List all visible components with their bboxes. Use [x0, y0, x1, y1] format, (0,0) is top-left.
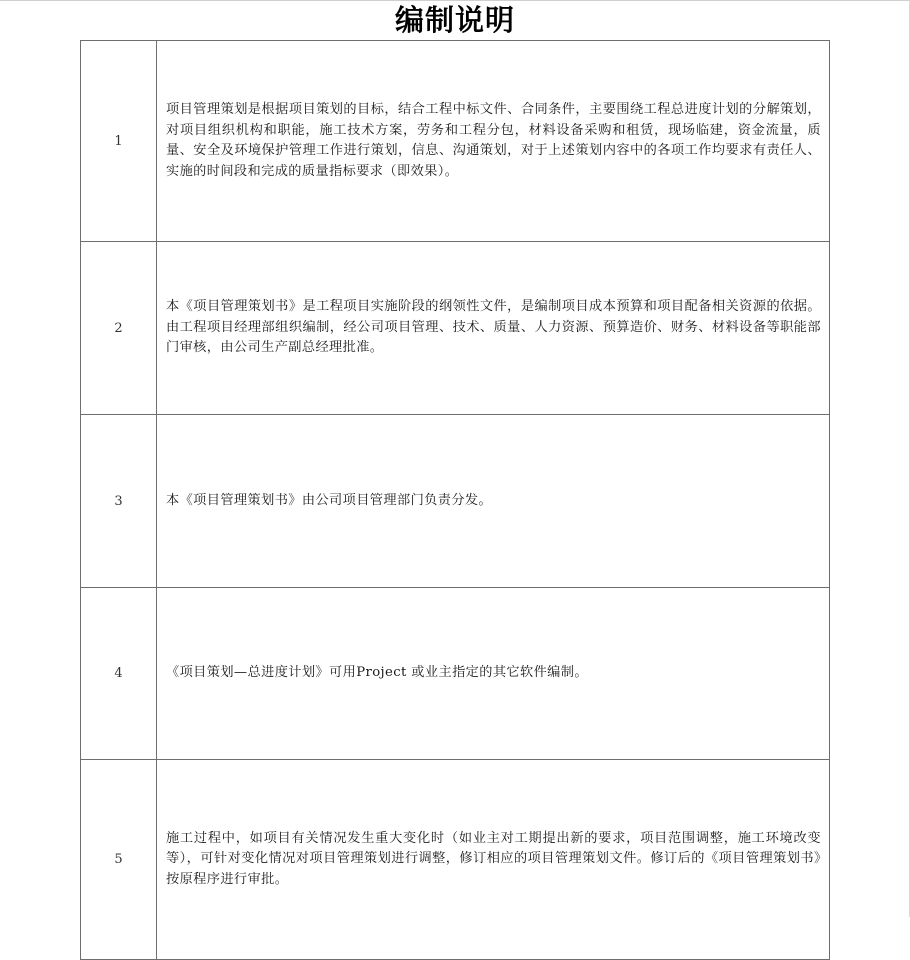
item-number-cell: 3 [81, 415, 157, 588]
item-number-cell: 4 [81, 588, 157, 760]
table-row [81, 588, 830, 760]
item-number-cell: 2 [81, 242, 157, 415]
item-number-cell: 1 [81, 41, 157, 242]
item-text-cell: 本《项目管理策划书》是工程项目实施阶段的纲领性文件，是编制项目成本预算和项目配备相关资源的依据。由工程项目经理部组织编制，经公司项目管理、技术、质量、人力资源、预算造价、财务、材料设备等职能部门审核，由公司生产副总经理批准。 [157, 242, 830, 415]
item-text-cell: 施工过程中，如项目有关情况发生重大变化时（如业主对工期提出新的要求，项目范围调整，施工环境改变等），可针对变化情况对项目管理策划进行调整，修订相应的项目管理策划文件。修订后的《项目管理策划书》按原程序进行审批。 [157, 760, 830, 960]
page-top-border [0, 0, 910, 1]
item-text-cell: 项目管理策划是根据项目策划的目标，结合工程中标文件、合同条件，主要围绕工程总进度计划的分解策划，对项目组织机构和职能，施工技术方案，劳务和工程分包，材料设备采购和租赁，现场临建，资金流量，质量、安全及环境保护管理工作进行策划，信息、沟通策划，对于上述策划内容中的各项工作均要求有责任人、实施的时间段和完成的质量指标要求（即效果）。 [157, 41, 830, 242]
document-title: 编制说明 [394, 3, 515, 37]
table-row [81, 415, 830, 588]
item-text-cell: 本《项目管理策划书》由公司项目管理部门负责分发。 [157, 415, 830, 588]
table-row [81, 41, 830, 242]
explanation-table [80, 40, 830, 960]
table-row [81, 242, 830, 415]
item-number-cell: 5 [81, 760, 157, 960]
table-row [81, 760, 830, 960]
item-text-cell: 《项目策划—总进度计划》可用Project 或业主指定的其它软件编制。 [157, 588, 830, 760]
